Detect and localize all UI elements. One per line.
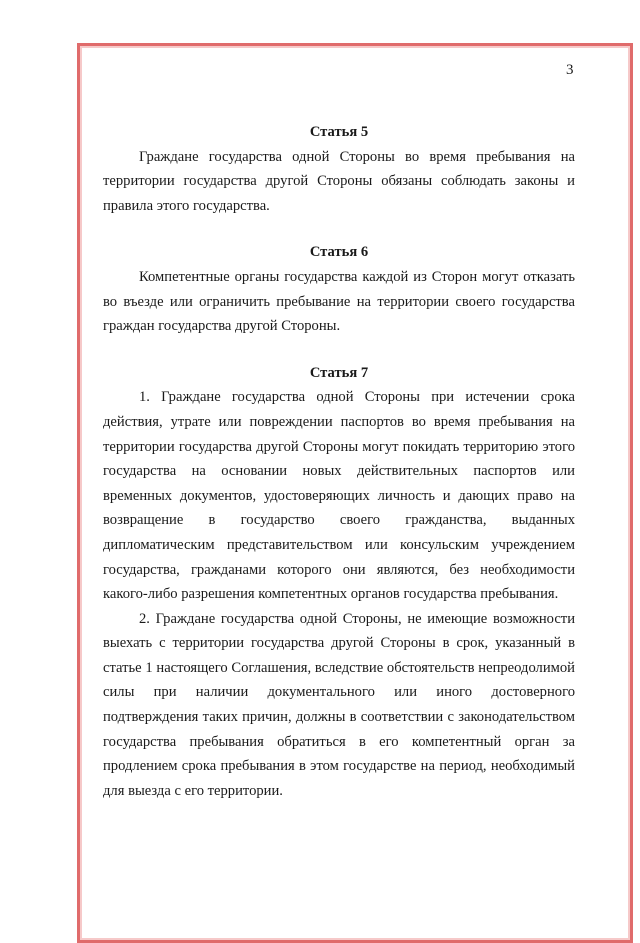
paragraph: Граждане государства одной Стороны во время пребывания на территории государства другой Стороны обязаны соблюдать законы и правила этого государства. xyxy=(103,148,575,214)
paragraph: 1. Граждане государства одной Стороны при истечении срока действия, утрате или повреждении паспортов во время пребывания на территории государства другой Стороны могут покидать территорию этого государства на основании новых действительных паспортов или временных документов, удостоверяющих личность и дающих право на возвращение в государство своего гражданства, выданных дипломатическим представительством или консульским учреждением государства, гражданами которого они являются, без необходимости какого-либо разрешения компетентных органов государства пребывания. xyxy=(103,389,575,603)
paragraph: 2. Граждане государства одной Стороны, не имеющие возможности выехать с территории государства другой Стороны в срок, указанный в статье 1 настоящего Соглашения, вследствие обстоятельств непреодолимой силы при наличии документального или иного достоверного подтверждения таких причин, должны в соответствии с законодательством государства пребывания обратиться в его компетентный орган за продлением срока пребывания в этом государстве на период, необходимый для выезда с его территории. xyxy=(103,610,575,799)
page-number: 3 xyxy=(566,62,574,78)
article-heading: Статья 6 xyxy=(309,244,369,261)
article-heading: Статья 5 xyxy=(309,124,369,140)
article-6 xyxy=(103,240,575,338)
article-heading: Статья 7 xyxy=(309,364,369,381)
article-7 xyxy=(103,361,575,804)
paragraph: Компетентные органы государства каждой из Сторон могут отказать во въезде или ограничить пребывание на территории своего государства граждан государства другой Стороны. xyxy=(103,268,575,335)
article-5 xyxy=(103,120,575,218)
document-body xyxy=(103,120,575,803)
